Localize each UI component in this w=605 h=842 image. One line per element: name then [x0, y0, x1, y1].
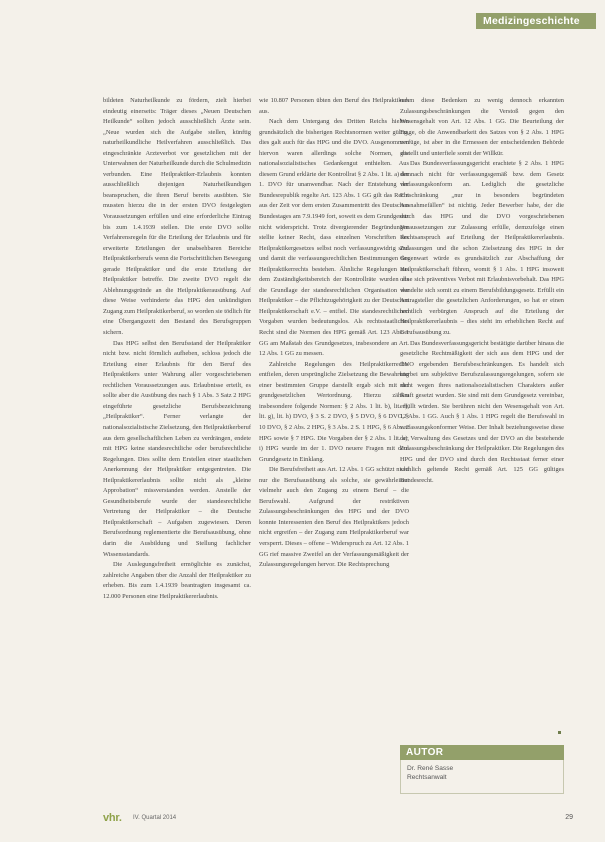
author-role: Rechtsanwalt	[407, 774, 447, 781]
page-footer	[103, 812, 573, 826]
text-column-3	[400, 96, 564, 486]
paragraph: Das Bundesverfassungsgericht erachtete § 2 Abs. 1 HPG demnach nicht für verfassungsgemäß bzw. dem Gesetz verfassungskonform an. Lediglich die gesetzliche Einschränkung „nur in besonders begründeten Ausnahmefällen“ ist nichtig. Jeder Bewerber habe, der die durch das HPG und die DVO vorgeschriebenen Voraussetzungen zur Zulassung erfülle, demzufolge einen Rechtsanspruch auf Erteilung der Heilpraktikererlaubnis. Zulassungen und die schon Zielsetzung des HPG in der Gegenwart würde es grundsätzlich zur Abschaffung der Heilpraktikerschaft führen, womit § 1 Abs. 1 HPG insoweit ohne sich präventives Verbot mit Erlaubnisvorbehalt. Das HPG wandelte sich somit zu einem Berufsbildungsgesetz. Erfüllt ein Antragsteller die gesetzlichen Anforderungen, so hat er einen rechtlich verbürgten Anspruch auf die Erteilung der Heilpraktikererlaubnis – dies steht im erheblichen Recht auf Berufsausübung zu.	[400, 160, 564, 337]
paragraph: Das Bundesverfassungsgericht bestätigte darüber hinaus die gesetzliche Rechtmäßigkeit der sich aus dem HPG und der DVO ergebenden Berufsbeschränkungen. Es handelt sich hierbei um subjektive Berufszulassungsregelungen, sofern sie nicht wegen ihres nationalsozialistischen Charakters außer Kraft gesetzt wurden. Sie sind mit dem Grundgesetz vereinbar, erfüllt würden. Sie berühren nicht den Wesensgehalt von Art. 12 Abs. 1 GG. Auch § 1 Abs. 1 HPG regelt die Berufswahl in verfassungskonformer Weise. Der Inhalt beziehungsweise diese der Verwaltung des Gesetzes und der DVO an die bestehende Zulassungsbeschränkung der Heilpraktiker. Die Regelungen des HPG und der DVO sind durch den Rechtsstaat ferner einer sachlich geltende Recht gemäß Art. 125 GG gültiges Bundesrecht.	[400, 339, 564, 484]
paragraph: Das HPG selbst den Berufsstand der Heilpraktiker nicht bzw. nicht förmlich aufheben, schloss jedoch die Erteilung einer Erlaubnis für den Beruf des Heilpraktikers unter Wahrung aller vorgeschriebenen rechtlichen Voraussetzungen aus. Erlaubnisse erteilt, es sollte aber die Ausübung des nach § 1 Abs. 3 Satz 2 HPG eingeführte gesetzliche Berufsbezeichnung „Heilpraktiker“. Ferner verlangte der nationalsozialistische Zielsetzung, den Heilpraktikerberuf aus dem gesellschaftlichen Leben zu verdrängen, endete mit HPG keine standesrechtliche oder berufsrechtliche Regelungen. Dies sollte dem Erstellen einer staatlichen Anerkennung der Heilpraktiker entgegentreten. Die Heilpraktikererlaubnis sollte nicht als „kleine Approbation“ missverstanden werden. Anstelle der Gesundheitsberufe wurde der standesrechtliche Vertretung der Heilpraktiker – die Deutsche Heilpraktikerschaft – Aufgaben zugewiesen. Deren Berufsordnung reglementierte die Berufsausübung, ohne darin die Ausbildung und Stellung fachlicher Wissensstandards.	[103, 339, 251, 558]
paragraph: wie 10.807 Personen übten den Beruf des Heilpraktikers aus.	[259, 97, 409, 115]
paragraph: nahm diese Bedenken zu wenig dennoch erkannten Zulassungsbeschränkungen die Verstoß gegen den Wesensgehalt von Art. 12 Abs. 1 GG. Die Beurteilung der Frage, ob die Anwendbarkeit des Satzes von § 2 Abs. 1 HPG verfüge, ist aber in die Ermessen der entscheidenden Behörde gestellt und unterfiele somit der Willkür.	[400, 97, 564, 157]
article-end-marker	[558, 731, 561, 734]
section-banner	[476, 13, 596, 29]
paragraph: bildeten Naturheilkunde zu fördern, zielt hierbei eindeutig einerseits: Träger dieses „Neuen Deutschen Heilkunde“ sollten jedoch ausschließlich Ärzte sein. „Neue wurden sich die Aufgabe stellen, künftig naturheilkundliche Heilverfahren ausschließlich. Das eingeschränkte Arzteverbot vor gesetzlichen mit der Unterwahnen der Naturheilkunde durch die Schulmedizin verbunden. Eine Heilpraktiker-Erlaubnis konnten ausschließlich diejenigen Naturheilkundigen beanspruchen, die ihren Beruf bereits ausübten. Sie mussten hierzu die in der ersten DVO festgelegten Voraussetzungen erfüllen und eine erforderliche Eintrag bis zum 1.4.1939 stellen. Die erste DVO sollte Verfahrensregeln für die Erteilung der Erlaubnis und für erweiterte Erteilungen der unabsehbaren Bereiche Heilpraktikerberufs wenn die Fortschrittlichen Bewegung gerade Heilpraktiker und die erste Erteilung der Heilpraktiker betreffe. Die zweite DVO regelt die Ablehnungsgründe an die Heilpraktikerausübung. Auf diese Weise verhinderte das HPG den unkündigten Zugang zum Heilpraktikerberuf, so worden sie tödlich für eine Übergangszeit den Bestand des Berufsgruppen sichern.	[103, 97, 252, 337]
magazine-logo: vhr.	[103, 812, 122, 824]
paragraph: Die Berufsfreiheit aus Art. 12 Abs. 1 GG schützt nicht nur die Berufsausübung als solche, sie gewährleistet vielmehr auch den Zugang zu einem Beruf – die Berufswahl. Aufgrund der restriktiven Zulassungsbeschränkungen des HPG und der DVO konnte Interessenten den Beruf des Heilpraktikers jedoch nicht ergreifen – der Zugang zum Heilpraktikerberuf war versperrt. Dieses – offene – Widerspruch zu Art. 12 Abs. 1 GG rief massive Zweifel an der Verfassungsmäßigkeit der Zulassungsregelungen hervor. Die Rechtsprechung	[259, 466, 409, 569]
author-heading: AUTOR	[400, 745, 564, 760]
issue-label: IV. Quartal 2014	[133, 815, 177, 821]
author-name: Dr. René Sasse	[407, 765, 454, 772]
text-column-1	[103, 96, 251, 602]
paragraph: Nach dem Untergang des Dritten Reichs hielten grundsätzlich die bisherigen Rechtsnormen weiter gültig, dies galt auch für das HPG und die DVO. Ausgenommen hiervon waren allerdings solche Normen, die nationalsozialistisches Gedankengut enthielten. Aus diesem Grund erklärte der Kontrollrat § 2 Abs. 1 lit. a) der 1. DVO für unanwendbar. Nach der Entstehung der Bundesrepublik regelte Art. 123 Abs. 1 GG gilt das Recht aus der Zeit vor dem ersten Zusammentritt des Deutschen Bundestages am 7.9.1949 fort, soweit es dem Grundgesetz nicht widerspricht. Trotz divergierender Begründungen stellte keiner Recht, dass einzelnen Vorschriften des Heilpraktikergesetzes selbst noch verfassungswidrig sind und damit die verfassungsrechtlichen Bestimmungen des Heilpraktikerrechts bestehen. Ähnliche Regelungen aus dem Zuständigkeitsbereich der Kontrollräte wurden als die Grundlage der standesrechtlichen Organisation der Heilpraktiker – die Pflichtzugehörigkeit zu der Deutschen Heilpraktikerschaft e.V. – entfiel. Die standesrechtlichen Vorgaben wurden bedeutungslos. Als rechtsstaatliches Recht sind die Normen des HPG gemäß Art. 123 Abs. 1 GG am Maßstab des Grundgesetzes, insbesondere an Art. 12 Abs. 1 GG zu messen.	[259, 118, 409, 358]
paragraph: Die Auslegungsfreiheit ermöglichte es zunächst, zahlreiche Angaben über die Anzahl der Heilpraktiker zu erheben. Bis zum 1.4.1939 beantragten insgesamt ca. 12.000 Personen eine Heilpraktikererlaubnis.	[103, 561, 251, 600]
author-details	[400, 760, 564, 794]
section-title: Medizingeschichte	[483, 15, 580, 27]
paragraph: Zahlreiche Regelungen des Heilpraktikerrechts entfielen, deren ursprüngliche Zielsetzung die Bewahrung einer bestimmten Gruppe darstellt ergab sich mit der grundgesetzlichen Wertordnung. Hierzu zählen insbesondere folgende Normen: § 2 Abs. 1 lit. b), lit. f), lit. g), lit. h) DVO, § 3 S. 2 DVO, § 5 DVO, § 6 DVO, § 10 DVO, § 2 Abs. 2 HPG, § 3 Abs. 2 S. 1 HPG, § 6 Abs. 2 HPG sowie § 7 HPG. Die Vorgaben der § 2 Abs. 1 lit. a), i) HPG wurde im der 1. DVO neuere Fragen mit dem Grundgesetz in Einklang.	[259, 360, 409, 463]
author-box	[400, 745, 564, 794]
page-number: 29	[565, 814, 573, 821]
text-column-2	[259, 96, 409, 571]
